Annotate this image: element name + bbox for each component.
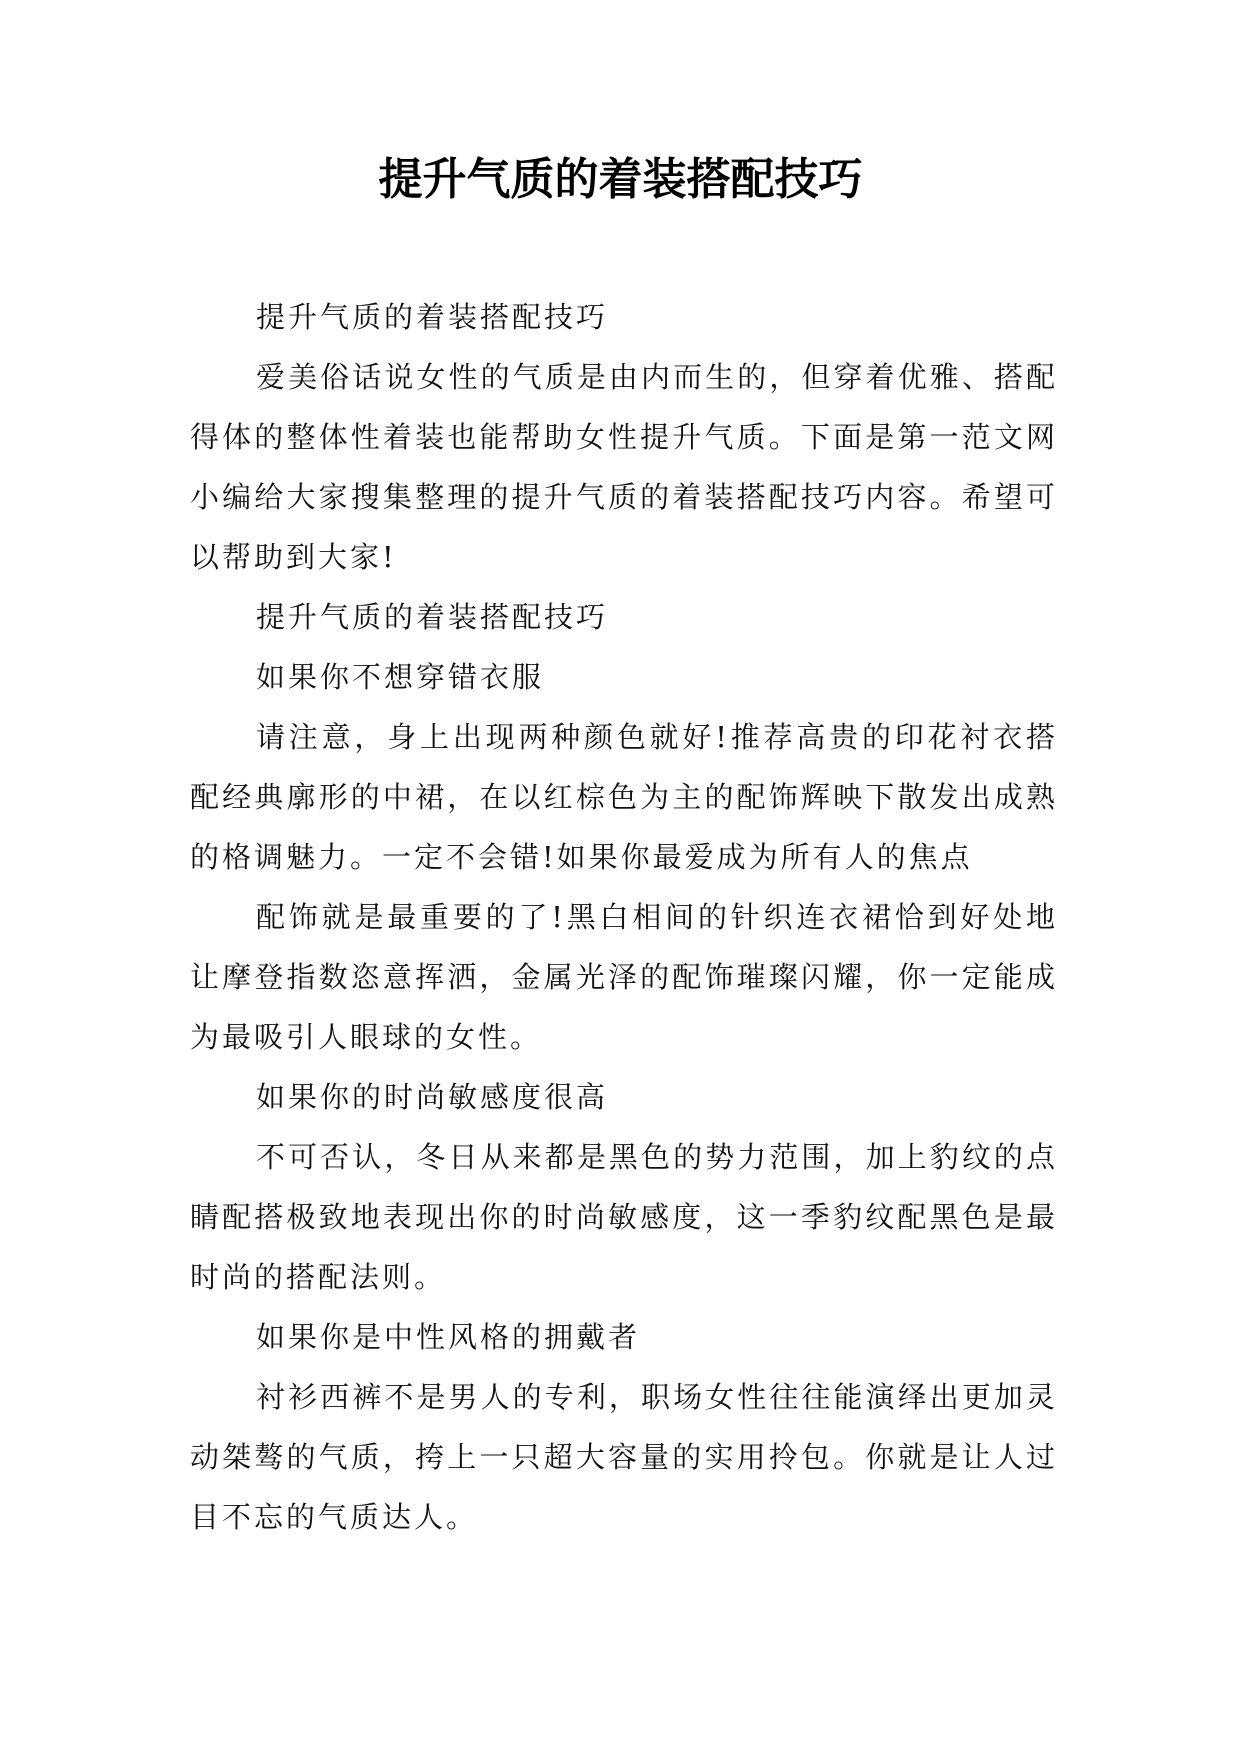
paragraph: 衬衫西裤不是男人的专利，职场女性往往能演绎出更加灵动桀骜的气质，挎上一只超大容量的实用拎包。你就是让人过目不忘的气质达人。 (190, 1380, 1058, 1534)
document-body (190, 287, 1058, 1547)
paragraph: 请注意，身上出现两种颜色就好!推荐高贵的印花衬衣搭配经典廓形的中裙，在以红棕色为主的配饰辉映下散发出成熟的格调魅力。一定不会错!如果你最爱成为所有人的焦点 (190, 720, 1058, 874)
paragraph: 不可否认，冬日从来都是黑色的势力范围，加上豹纹的点睛配搭极致地表现出你的时尚敏感度，这一季豹纹配黑色是最时尚的搭配法则。 (190, 1140, 1058, 1294)
paragraph: 如果你不想穿错衣服 (256, 660, 545, 694)
paragraph: 提升气质的着装搭配技巧 (256, 300, 609, 334)
paragraph: 提升气质的着装搭配技巧 (256, 600, 609, 634)
paragraph: 如果你的时尚敏感度很高 (256, 1080, 609, 1114)
paragraph: 如果你是中性风格的拥戴者 (256, 1320, 641, 1354)
document-title: 提升气质的着装搭配技巧 (378, 154, 863, 205)
paragraph: 配饰就是最重要的了!黑白相间的针织连衣裙恰到好处地让摩登指数恣意挥洒，金属光泽的配饰璀璨闪耀，你一定能成为最吸引人眼球的女性。 (190, 900, 1058, 1054)
paragraph: 爱美俗话说女性的气质是由内而生的，但穿着优雅、搭配得体的整体性着装也能帮助女性提升气质。下面是第一范文网小编给大家搜集整理的提升气质的着装搭配技巧内容。希望可以帮助到大家! (190, 360, 1058, 574)
